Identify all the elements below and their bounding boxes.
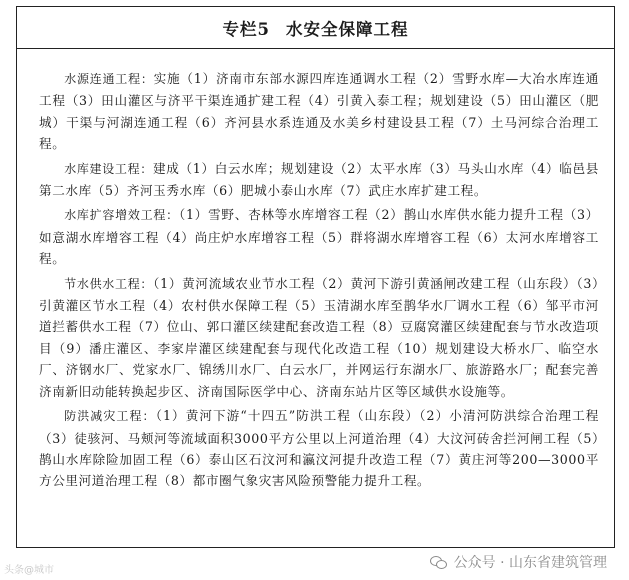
watermark-text: 公众号 · 山东省建筑管理 — [453, 555, 607, 571]
column-box — [16, 6, 615, 548]
section-text: （1）黄河下游“十四五”防洪工程（山东段）（2）小清河防洪综合治理工程（3）徒骇河、马颊河等流域面积3000平方公里以上河道治理（4）大汶河砖舍拦河闸工程（5）鹊山水库除险加固工程（6）泰山区石汶河和瀛汶河提升改造工程（7）黄庄河等200—3000平方公里河道治理工程（8）都市圈气象灾害风险预警能力提升工程。 — [39, 408, 599, 489]
corner-watermark: 头条@城市 — [4, 565, 54, 576]
section-water-source-connection — [39, 68, 599, 155]
section-reservoir-construction — [39, 158, 599, 202]
column-label: 专栏5 — [222, 19, 270, 39]
wechat-icon — [430, 554, 448, 570]
section-reservoir-expansion — [39, 204, 599, 269]
section-heading: 节水供水工程： — [64, 276, 154, 291]
section-flood-control — [39, 405, 599, 492]
section-heading: 防洪减灾工程： — [64, 409, 156, 424]
section-water-saving-supply — [39, 273, 599, 402]
section-text: 建成（1）白云水库；规划建设（2）太平水库（3）马头山水库（4）临邑县第二水库（5）齐河玉秀水库（6）肥城小泰山水库（7）武庄水库扩建工程。 — [39, 160, 599, 199]
section-text: （1）雪野、杏林等水库增容工程（2）鹊山水库供水能力提升工程（3）如意湖水库增容工程（4）尚庄炉水库增容工程（5）群将湖水库增容工程（6）太河水库增容工程。 — [39, 207, 599, 267]
column-title: 水安全保障工程 — [285, 19, 409, 39]
section-text: 实施（1）济南市东部水源四库连通调水工程（2）雪野水库—大冶水库连通工程（3）田山灌区与济平干渠连通扩建工程（4）引黄入泰工程；规划建设（5）田山灌区（肥城）干渠与河湖连通工程（6）齐河县水系连通及水美乡村建设县工程（7）土马河综合治理工程。 — [39, 71, 599, 152]
section-heading: 水源连通工程： — [64, 72, 154, 86]
section-heading: 水库建设工程： — [64, 161, 153, 176]
section-heading: 水库扩容增效工程： — [64, 208, 179, 223]
column-body — [17, 49, 614, 492]
section-text: （1）黄河流域农业节水工程（2）黄河下游引黄涵闸改建工程（山东段）（3）引黄灌区节水工程（4）农村供水保障工程（5）玉清湖水库至鹊华水厂调水工程（6）邹平市河道拦蓄供水工程（7）位山、郭口灌区续建配套改造工程（8）豆腐窝灌区续建配套与节水改造项目（9）潘庄灌区、李家岸灌区续建配套与现代化改造工程（10）规划建设大桥水厂、临空水厂、济钢水厂、党家水厂、锦绣川水厂、白云水厂，并网运行东湖水厂、旅游路水厂；配套完善济南新旧动能转换起步区、济南国际医学中心、济南东站片区等区域供水设施等。 — [39, 275, 599, 399]
column-header — [17, 7, 614, 49]
watermark — [430, 552, 607, 572]
